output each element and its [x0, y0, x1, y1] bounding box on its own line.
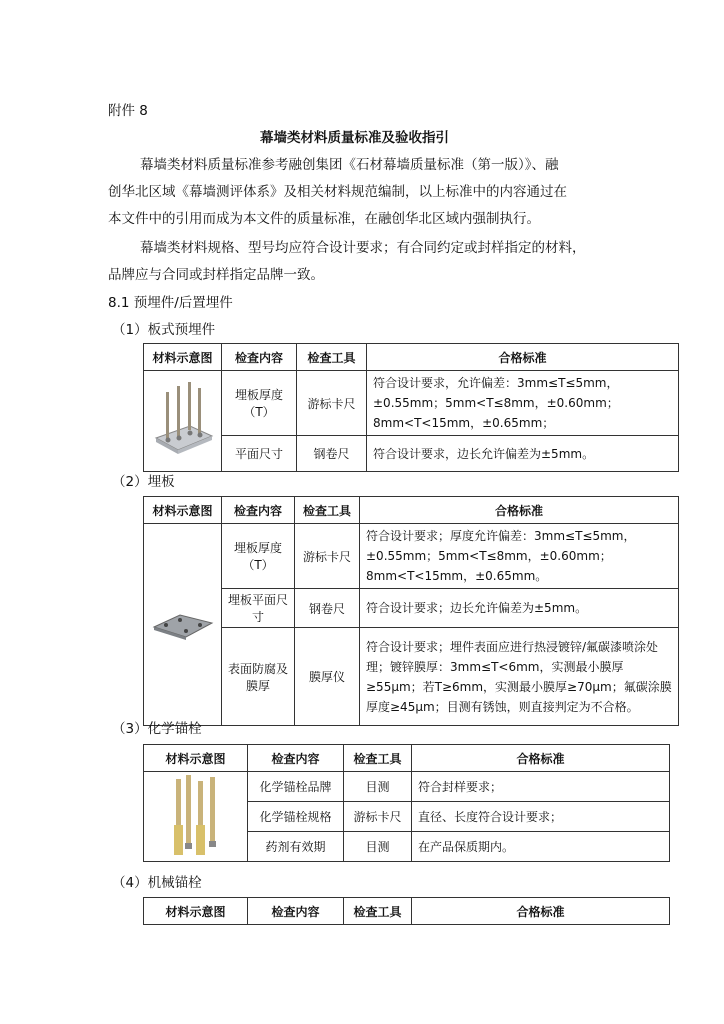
intro-line-4: 幕墙类材料规格、型号均应符合设计要求；有合同约定或封样指定的材料， [140, 240, 586, 256]
col-header-item: 检查内容 [248, 745, 344, 772]
material-image-cell [144, 772, 248, 862]
col-header-item: 检查内容 [222, 497, 295, 524]
plate-embed-icon [150, 378, 216, 464]
col-header-tool: 检查工具 [297, 344, 367, 371]
table3-caption: （3）化学锚栓 [112, 721, 202, 737]
attachment-label: 附件 8 [108, 103, 148, 119]
check-tool: 游标卡尺 [344, 802, 412, 832]
check-tool: 膜厚仪 [295, 628, 360, 726]
embed-plate-table [143, 496, 679, 726]
check-standard: 符合设计要求，边长允许偏差为±5mm。 [367, 436, 679, 472]
chemical-anchor-table [143, 744, 670, 862]
intro-line-5: 品牌应与合同或封样指定品牌一致。 [108, 267, 324, 283]
plate-embed-table [143, 343, 679, 472]
col-header-item: 检查内容 [248, 898, 344, 925]
check-standard: 符合设计要求；埋件表面应进行热浸镀锌/氟碳漆喷涂处理；镀锌膜厚：3mm≤T<6mm，实测最小膜厚≥55μm；若T≥6mm，实测最小膜厚≥70μm；氟碳涂膜厚度≥45μm；目测有锈蚀，则直接判定为不合格。 [360, 628, 679, 726]
mechanical-anchor-table [143, 897, 670, 925]
col-header-tool: 检查工具 [344, 745, 412, 772]
check-standard: 符合设计要求；边长允许偏差为±5mm。 [360, 589, 679, 628]
check-item: 化学锚栓规格 [248, 802, 344, 832]
chemical-anchor-icon [156, 773, 236, 861]
check-standard: 直径、长度符合设计要求； [412, 802, 670, 832]
table4-caption: （4）机械锚栓 [112, 875, 202, 891]
table2-caption: （2）埋板 [112, 474, 175, 490]
check-item: 埋板平面尺寸 [222, 589, 295, 628]
check-tool: 游标卡尺 [295, 524, 360, 589]
check-item: 埋板厚度（T） [222, 524, 295, 589]
check-item: 表面防腐及膜厚 [222, 628, 295, 726]
col-header-standard: 合格标准 [360, 497, 679, 524]
check-item: 平面尺寸 [222, 436, 297, 472]
check-tool: 游标卡尺 [297, 371, 367, 436]
intro-line-3: 本文件中的引用而成为本文件的质量标准，在融创华北区域内强制执行。 [108, 211, 540, 227]
check-tool: 目测 [344, 772, 412, 802]
col-header-tool: 检查工具 [295, 497, 360, 524]
col-header-image: 材料示意图 [144, 344, 222, 371]
check-standard: 在产品保质期内。 [412, 832, 670, 862]
material-image-cell [144, 371, 222, 472]
intro-line-1: 幕墙类材料质量标准参考融创集团《石材幕墙质量标准（第一版）》、融 [140, 157, 559, 173]
col-header-standard: 合格标准 [412, 745, 670, 772]
page-title: 幕墙类材料质量标准及验收指引 [260, 130, 449, 146]
intro-line-2: 创华北区域《幕墙测评体系》及相关材料规范编制，以上标准中的内容通过在 [108, 184, 567, 200]
col-header-image: 材料示意图 [144, 898, 248, 925]
check-item: 化学锚栓品牌 [248, 772, 344, 802]
flat-plate-icon [150, 605, 216, 645]
check-standard: 符合封样要求； [412, 772, 670, 802]
check-standard: 符合设计要求；厚度允许偏差：3mm≤T≤5mm，±0.55mm；5mm<T≤8mm，±0.60mm；8mm<T<15mm，±0.65mm。 [360, 524, 679, 589]
col-header-item: 检查内容 [222, 344, 297, 371]
col-header-image: 材料示意图 [144, 497, 222, 524]
col-header-image: 材料示意图 [144, 745, 248, 772]
material-image-cell [144, 524, 222, 726]
check-tool: 目测 [344, 832, 412, 862]
check-tool: 钢卷尺 [295, 589, 360, 628]
check-standard: 符合设计要求，允许偏差：3mm≤T≤5mm，±0.55mm；5mm<T≤8mm，±0.60mm；8mm<T<15mm，±0.65mm； [367, 371, 679, 436]
check-tool: 钢卷尺 [297, 436, 367, 472]
table1-caption: （1）板式预埋件 [112, 322, 216, 338]
col-header-tool: 检查工具 [344, 898, 412, 925]
check-item: 埋板厚度（T） [222, 371, 297, 436]
col-header-standard: 合格标准 [367, 344, 679, 371]
section-heading: 8.1 预埋件/后置埋件 [108, 295, 233, 311]
col-header-standard: 合格标准 [412, 898, 670, 925]
check-item: 药剂有效期 [248, 832, 344, 862]
